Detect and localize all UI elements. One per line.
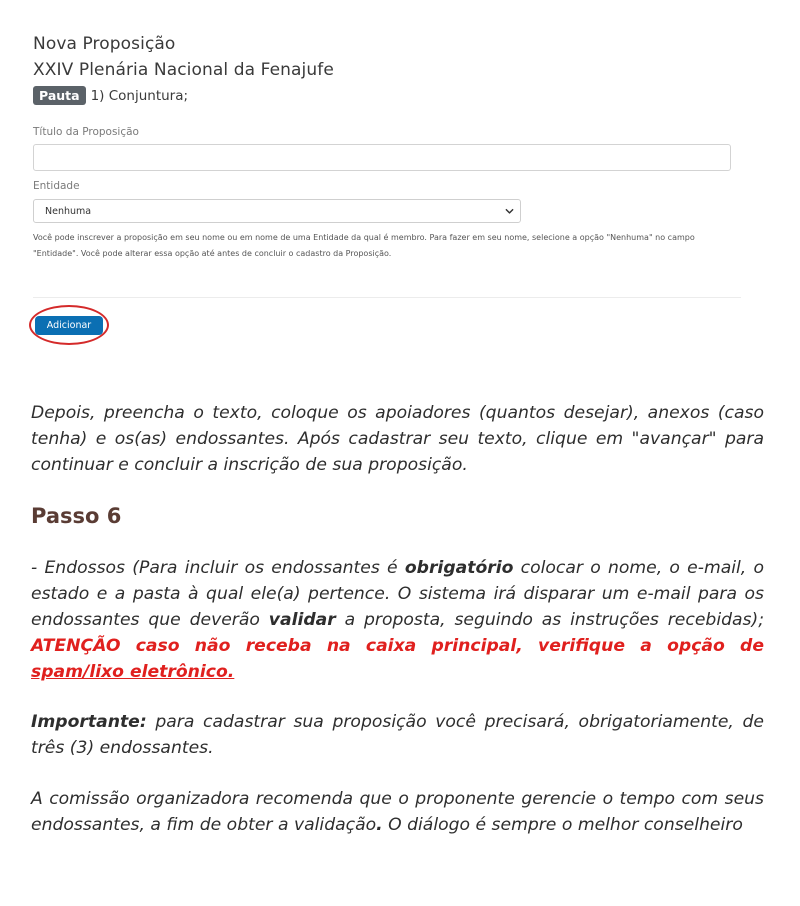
emphasis-validate: validar	[268, 610, 336, 630]
entity-field-label: Entidade	[33, 180, 80, 192]
text-segment: colocar o nome, o e-mail, o estado e a pasta à qual ele(a) pertence. O sistema irá disparar um e-mail para os endossantes que deverão	[31, 558, 765, 630]
important-label: Importante:	[31, 712, 147, 732]
proposition-form-screenshot	[0, 0, 800, 360]
emphasis-required: obrigatório	[404, 558, 514, 578]
title-field-label: Título da Proposição	[33, 126, 139, 138]
chevron-down-icon	[505, 207, 514, 216]
add-button-wrapper	[29, 305, 109, 345]
divider	[33, 297, 741, 298]
text-segment: .	[376, 815, 383, 835]
important-paragraph	[31, 709, 764, 761]
title-input[interactable]	[33, 144, 731, 171]
entity-help-text: Você pode inscrever a proposição em seu nome ou em nome de uma Entidade da qual é membro. Para fazer em seu nome, selecione a opção "Nenhuma" no campo "Entidade". Você pode alterar essa opção até antes de concluir o cadastro da Proposição.	[33, 233, 695, 258]
form-title: Nova Proposição	[33, 34, 176, 54]
agenda-badge: Pauta	[33, 86, 86, 105]
agenda-item: 1) Conjuntura;	[90, 87, 189, 104]
text-segment: A comissão organizadora recomenda que o proponente gerencie o tempo com seus endossantes, a fim de obter a validação	[31, 789, 764, 835]
entity-select-value: Nenhuma	[45, 206, 92, 217]
spam-link[interactable]: spam/lixo eletrônico.	[31, 662, 235, 682]
add-button[interactable]: Adicionar	[35, 316, 103, 335]
instruction-paragraph: Depois, preencha o texto, coloque os apoiadores (quantos desejar), anexos (caso tenha) e os(as) endossantes. Após cadastrar seu texto, clique em "avançar" para continuar e concluir a inscrição de sua proposição.	[31, 403, 764, 475]
event-title: XXIV Plenária Nacional da Fenajufe	[33, 60, 334, 80]
step-heading: Passo 6	[31, 504, 122, 528]
recommendation-paragraph	[31, 786, 764, 838]
text-segment: para cadastrar sua proposição você precisará, obrigatoriamente, de três (3) endossantes.	[31, 712, 764, 758]
text-segment: a proposta, seguindo as instruções recebidas);	[335, 610, 764, 630]
agenda-row	[33, 86, 188, 105]
spam-warning: ATENÇÃO caso não receba na caixa principal, verifique a opção de	[31, 636, 764, 656]
text-segment: - Endossos (Para incluir os endossantes é	[31, 558, 405, 578]
entity-select[interactable]	[33, 199, 521, 223]
text-segment: O diálogo é sempre o melhor conselheiro	[382, 815, 743, 835]
endorsement-paragraph	[31, 555, 764, 685]
